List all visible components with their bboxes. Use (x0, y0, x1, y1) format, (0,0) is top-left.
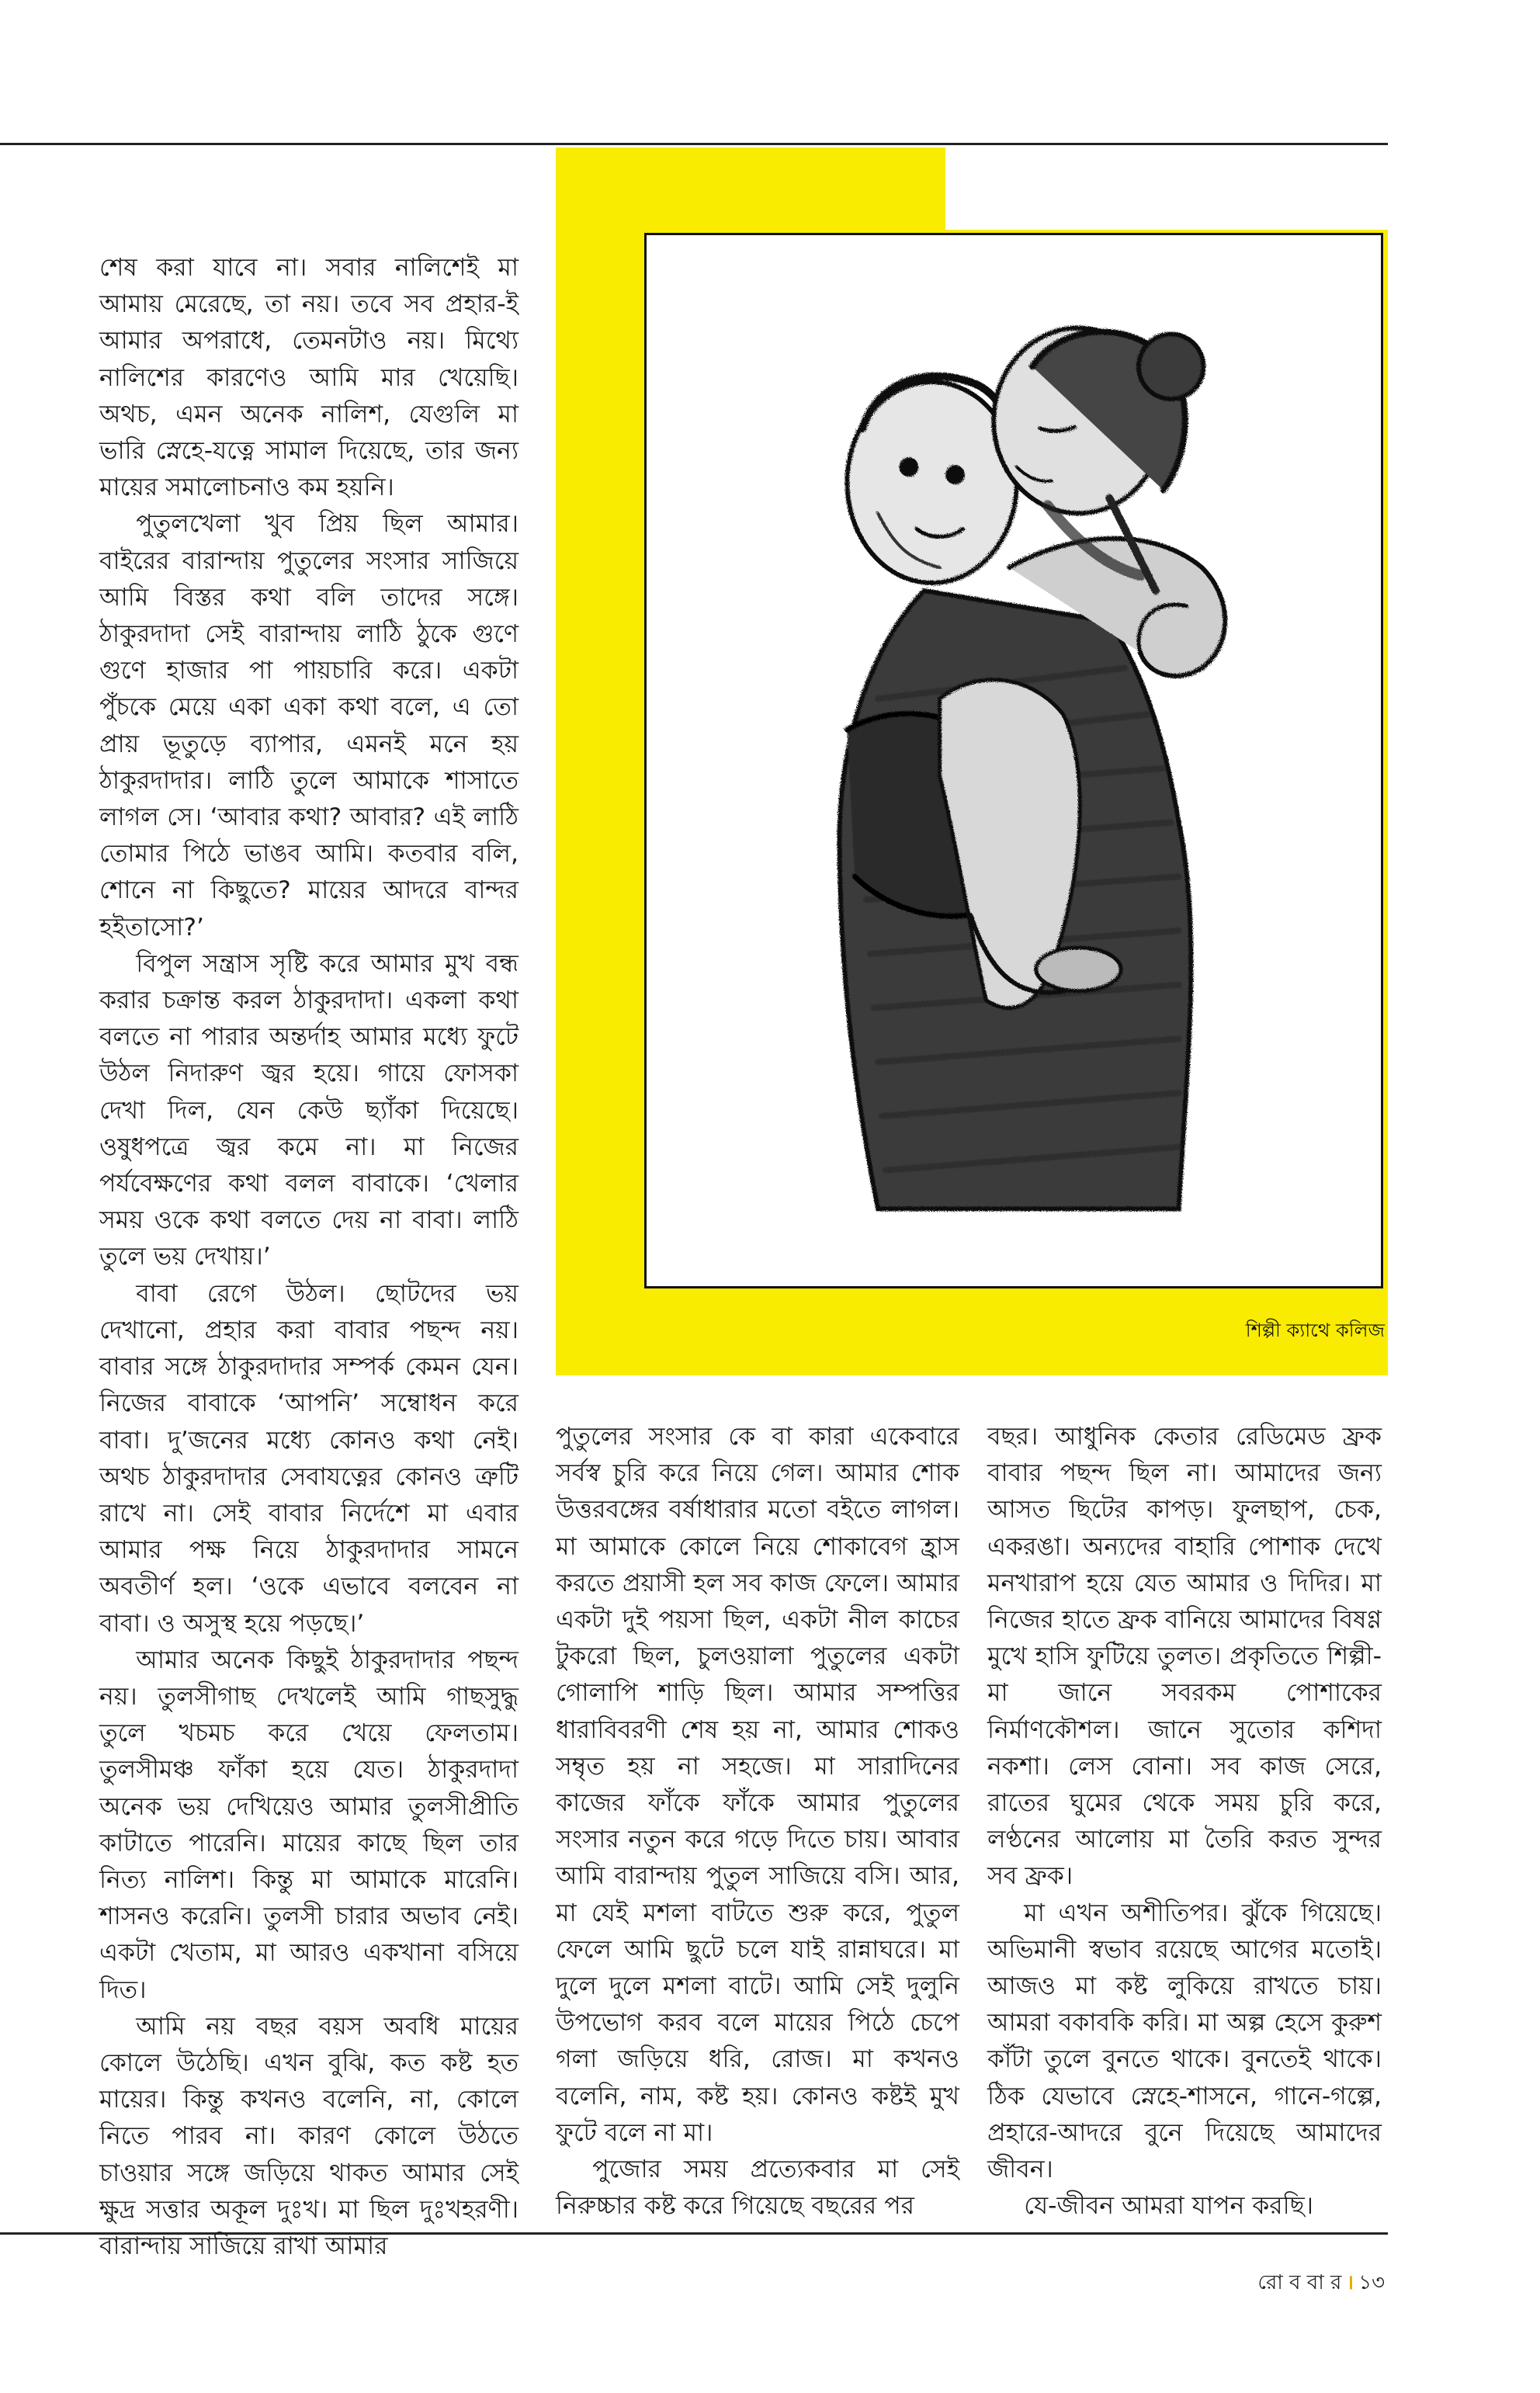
page-footer (1257, 2266, 1385, 2301)
paragraph: বছর। আধুনিক কেতার রেডিমেড ফ্রক বাবার পছন্দ ছিল না। আমাদের জন্য আসত ছিটের কাপড়। ফুলছাপ, চেক, একরঙা। অন্যদের বাহারি পোশাক দেখে মনখারাপ হয়ে যেত আমার ও দিদির। মা নিজের হাতে ফ্রক বানিয়ে আমাদের বিষণ্ণ মুখে হাসি ফুটিয়ে তুলত। প্রকৃতিতে শিল্পী-মা জানে সবরকম পোশাকের নির্মাণকৌশল। জানে সুতোর কশিদা নকশা। লেস বোনা। সব কাজ সেরে, রাতের ঘুমের থেকে সময় চুরি করে, লণ্ঠনের আলোয় মা তৈরি করত সুন্দর সব ফ্রক। (987, 1423, 1382, 1891)
illustration-frame (644, 233, 1383, 1288)
magazine-name: রো ব বা র (1257, 2271, 1342, 2294)
paragraph: যে-জীবন আমরা যাপন করছি। (1024, 2192, 1313, 2221)
paragraph: আমি নয় বছর বয়স অবধি মায়ের কোলে উঠেছি। এখন বুঝি, কত কষ্ট হত মায়ের। কিন্তু কখনও বলেনি, না, কোলে নিতে পারব না। কারণ কোলে উঠতে চাওয়ার সঙ্গে জড়িয়ে থাকত আমার সেই ক্ষুদ্র সত্তার অকূল দুঃখ। মা ছিল দুঃখহরণী। বারান্দায় সাজিয়ে রাখা আমার (99, 2012, 519, 2260)
paragraph: বিপুল সন্ত্রাস সৃষ্টি করে আমার মুখ বন্ধ করার চক্রান্ত করল ঠাকুরদাদা। একলা কথা বলতে না পারার অন্তর্দাহ আমার মধ্যে ফুটে উঠল নিদারুণ জ্বর হয়ে। গায়ে ফোসকা দেখা দিল, যেন কেউ ছ্যাঁকা দিয়েছে। ওষুধপত্রে জ্বর কমে না। মা নিজের পর্যবেক্ষণের কথা বলল বাবাকে। ‘খেলার সময় ওকে কথা বলতে দেয় না বাবা। লাঠি তুলে ভয় দেখায়।’ (99, 949, 519, 1271)
page-number: ১৩ (1358, 2271, 1385, 2294)
illustration-caption: শিল্পী ক্যাথে কলিজ (1245, 1320, 1385, 1341)
paragraph: পুতুলের সংসার কে বা কারা একেবারে সর্বস্ব চুরি করে নিয়ে গেল। আমার শোক উত্তরবঙ্গের বর্ষাধারার মতো বইতে লাগল। মা আমাকে কোলে নিয়ে শোকাবেগ হ্রাস করতে প্রয়াসী হল সব কাজ ফেলে। আমার একটা দুই পয়সা ছিল, একটা নীল কাচের টুকরো ছিল, চুলওয়ালা পুতুলের একটা গোলাপি শাড়ি ছিল। আমার সম্পত্তির ধারাবিবরণী শেষ হয় না, আমার শোকও সম্বৃত হয় না সহজে। মা সারাদিনের কাজের ফাঁকে ফাঁকে আমার পুতুলের সংসার নতুন করে গড়ে দিতে চায়। আবার আমি বারান্দায় পুতুল সাজিয়ে বসি। আর, মা যেই মশলা বাটতে শুরু করে, পুতুল ফেলে আমি ছুটে চলে যাই রান্নাঘরে। মা দুলে দুলে মশলা বাটে। আমি সেই দুলুনি উপভোগ করব বলে মায়ের পিঠে চেপে গলা জড়িয়ে ধরি, রোজ। মা কখনও বলেনি, নাম, কষ্ট হয়। কোনও কষ্টই মুখ ফুটে বলে না মা। (556, 1423, 959, 2147)
paragraph: পুজোর সময় প্রত্যেকবার মা সেই নিরুচ্চার কষ্ট করে গিয়েছে বছরের পর (556, 2155, 959, 2221)
text-column-2 (556, 1419, 959, 2225)
paragraph: পুতুলখেলা খুব প্রিয় ছিল আমার। বাইরের বারান্দায় পুতুলের সংসার সাজিয়ে আমি বিস্তর কথা বলি তাদের সঙ্গে। ঠাকুরদাদা সেই বারান্দায় লাঠি ঠুকে গুণে গুণে হাজার পা পায়চারি করে। একটা পুঁচকে মেয়ে একা একা কথা বলে, এ তো প্রায় ভূতুড়ে ব্যাপার, এমনই মনে হয় ঠাকুরদাদার। লাঠি তুলে আমাকে শাসাতে লাগল সে। ‘আবার কথা? আবার? এই লাঠি তোমার পিঠে ভাঙব আমি। কতবার বলি, শোনে না কিছুতে? মায়ের আদরে বান্দর হইতাসো?’ (99, 510, 519, 942)
yellow-accent-block (556, 147, 945, 233)
paragraph: আমার অনেক কিছুই ঠাকুরদাদার পছন্দ নয়। তুলসীগাছ দেখলেই আমি গাছসুদ্ধু তুলে খচমচ করে খেয়ে ফেলতাম। তুলসীমঞ্চ ফাঁকা হয়ে যেত। ঠাকুরদাদা অনেক ভয় দেখিয়েও আমার তুলসীপ্রীতি কাটাতে পারেনি। মায়ের কাছে ছিল তার নিত্য নালিশ। কিন্তু মা আমাকে মারেনি। শাসনও করেনি। তুলসী চারার অভাব নেই। একটা খেতাম, মা আরও একখানা বসিয়ে দিত। (99, 1646, 519, 2004)
text-column-1 (99, 250, 519, 2265)
charcoal-drawing-icon (647, 235, 1381, 1286)
paragraph: শেষ করা যাবে না। সবার নালিশেই মা আমায় মেরেছে, তা নয়। তবে সব প্রহার-ই আমার অপরাধে, তেমনটাও নয়। মিথ্যে নালিশের কারণেও আমি মার খেয়েছি। অথচ, এমন অনেক নালিশ, যেগুলি মা ভারি স্নেহে-যত্নে সামাল দিয়েছে, তার জন্য মায়ের সমালোচনাও কম হয়নি। (99, 254, 519, 502)
paragraph: বাবা রেগে উঠল। ছোটদের ভয় দেখানো, প্রহার করা বাবার পছন্দ নয়। বাবার সঙ্গে ঠাকুরদাদার সম্পর্ক কেমন যেন। নিজের বাবাকে ‘আপনি’ সম্বোধন করে বাবা। দু’জনের মধ্যে কোনও কথা নেই। অথচ ঠাকুরদাদার সেবাযত্নের কোনও ত্রুটি রাখে না। সেই বাবার নির্দেশে মা এবার আমার পক্ষ নিয়ে ঠাকুরদাদার সামনে অবতীর্ণ হল। ‘ওকে এভাবে বলবেন না বাবা। ও অসুস্থ হয়ে পড়ছে।’ (99, 1279, 519, 1638)
footer-separator: । (1346, 2271, 1354, 2294)
top-rule (0, 143, 1388, 145)
text-column-3 (987, 1419, 1382, 2225)
paragraph: মা এখন অশীতিপর। ঝুঁকে গিয়েছে। অভিমানী স্বভাব রয়েছে আগের মতোই। আজও মা কষ্ট লুকিয়ে রাখতে চায়। আমরা বকাবকি করি। মা অল্প হেসে কুরুশ কাঁটা তুলে বুনতে থাকে। বুনতেই থাকে। ঠিক যেভাবে স্নেহে-শাসনে, গানে-গল্পে, প্রহারে-আদরে বুনে দিয়েছে আমাদের জীবন। (987, 1899, 1382, 2184)
